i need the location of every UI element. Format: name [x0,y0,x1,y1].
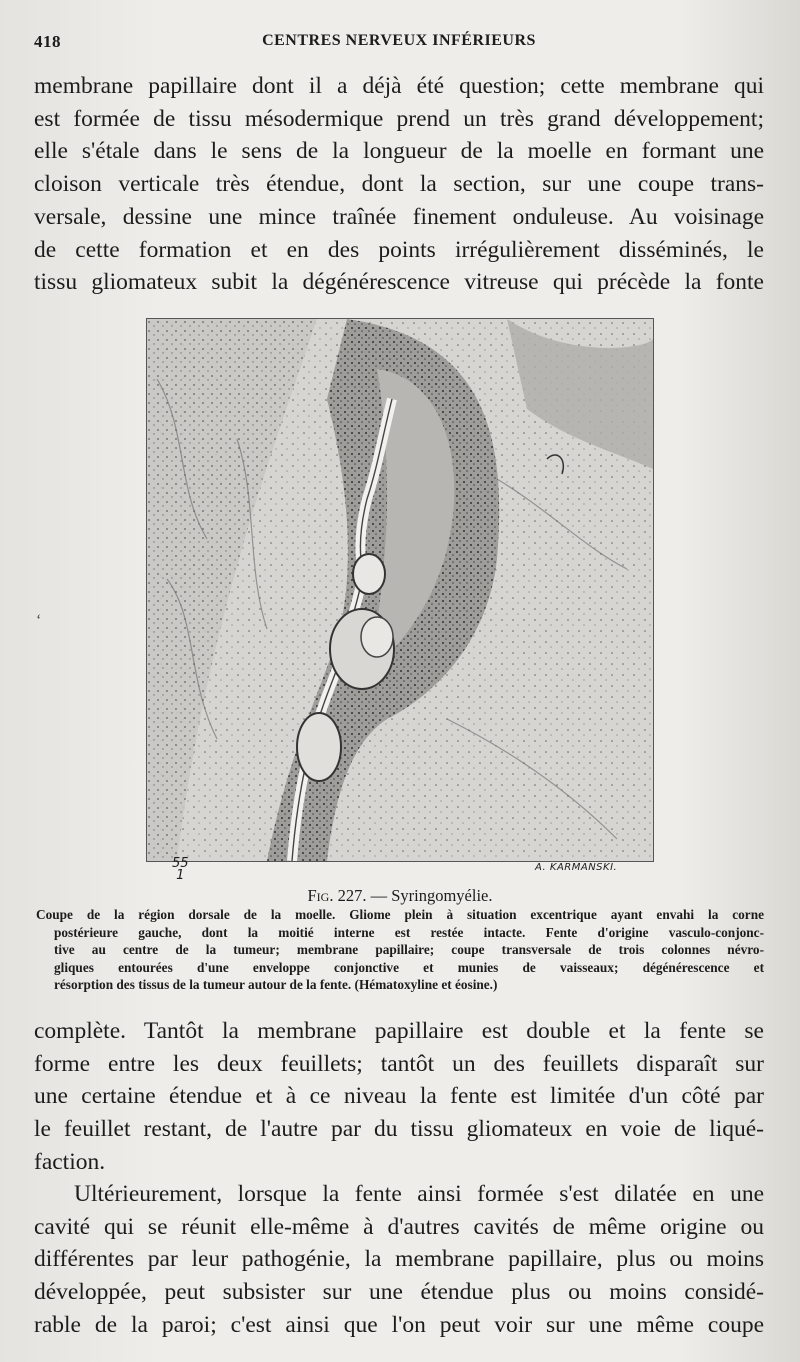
margin-mark: ‘ [36,612,42,629]
text-line: est formée de tissu mésodermique prend un très grand développement; [34,105,764,132]
histology-figure [146,318,654,862]
figure-dash: — [370,886,388,905]
text-line: une certaine étendue et à ce niveau la fente est limitée d'un côté par [34,1083,764,1110]
text-line: cavité qui se réunit elle-même à d'autres cavités de même origine ou [34,1213,764,1240]
paragraph-1 [34,70,764,299]
text-line: de cette formation et en des points irrégulièrement disséminés, le [34,236,764,263]
text-line: développée, peut subsister sur une étendue plus ou moins considé- [34,1279,764,1306]
text-line: rable de la paroi; c'est ainsi que l'on peut voir sur une même coupe [34,1311,764,1338]
figure-label: Fig. [307,886,334,905]
text-line: forme entre les deux feuillets; tantôt un des feuillets disparaît sur [34,1050,764,1077]
histology-illustration [147,319,653,861]
caption-line: gliques entourées d'une enveloppe conjonctive et munies de vaisseaux; dégénérescence et [54,959,764,975]
text-line: le feuillet restant, de l'autre par du tissu gliomateux en voie de liqué- [34,1116,764,1143]
text-line: complète. Tantôt la membrane papillaire est double et la fente se [34,1018,764,1044]
paragraph-3 [34,1178,764,1342]
caption-line: Coupe de la région dorsale de la moelle. Gliome plein à situation excentrique ayant envahi la corne [36,907,764,922]
figure-name: Syringomyélie. [391,886,493,905]
engraver-mark-bottom: 1 [176,868,185,883]
text-line: différentes par leur pathogénie, la membrane papillaire, plus ou moins [34,1246,764,1273]
caption-line: résorption des tissus de la tumeur autour de la fente. (Hématoxyline et éosine.) [54,977,498,992]
paragraph-2 [34,1015,764,1179]
text-line: faction. [34,1148,106,1175]
figure-caption [36,906,764,994]
engraver-mark-top: 55 [172,856,189,871]
text-line: versale, dessine une mince traînée finement onduleuse. Au voisinage [34,203,764,230]
caption-line: tive au centre de la tumeur; membrane papillaire; coupe transversale de trois colonnes névro- [54,942,764,957]
engraver-mark [172,858,189,882]
text-line: Ultérieurement, lorsque la fente ainsi formée s'est dilatée en une [74,1181,764,1207]
artist-signature: A. KARMANSKI. [535,862,618,873]
running-header [34,30,764,58]
running-title: CENTRES NERVEUX INFÉRIEURS [262,32,536,49]
text-line: cloison verticale très étendue, dont la section, sur une coupe trans- [34,171,764,198]
page-number: 418 [34,32,61,51]
text-line: tissu gliomateux subit la dégénérescence vitreuse qui précède la fonte [34,269,764,296]
text-line: elle s'étale dans le sens de la longueur de la moelle en formant une [34,138,764,165]
caption-line: postérieure gauche, dont la moitié interne est restée intacte. Fente d'origine vasculo-conjonc- [54,924,764,940]
figure-number: 227. [337,886,367,905]
text-line: membrane papillaire dont il a déjà été question; cette membrane qui [34,73,764,99]
figure-title [0,886,800,906]
